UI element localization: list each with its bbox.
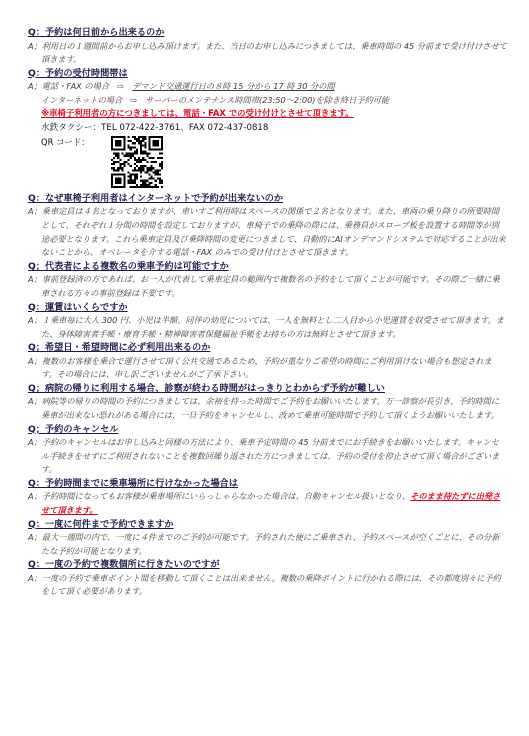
faq-item-wheelchair	[28, 192, 507, 260]
faq-item-preferred-time	[28, 341, 507, 382]
wheelchair-note: ※車椅子利用者の方につきましては、電話・FAX での受け付けとさせて頂きます。	[41, 108, 354, 119]
faq-question: Q：予約時間までに乗車場所に行けなかった場合は	[28, 477, 238, 489]
faq-answer-text: A；予約時間になってもお客様が乗車場所にいらっしゃらなかった場合は、自動キャンセル扱いとなり、	[28, 491, 411, 502]
faq-answer: A；利用日の１週間前からお申し込み頂けます。また、当日のお申し込みにつきましては、乗車時間の 45 分前まで受け付けさせて頂きます。	[28, 40, 507, 65]
faq-question: Q：予約の受付時間帯は	[28, 67, 128, 79]
faq-answer: A；１乗車毎に大人 300 円、小児は半額、同伴の幼児については、一人を無料とし二人目から小児運賃を収受させて頂きます。また、身体障害者手帳・療育手帳・精神障害者保健福祉手帳をお持ちの方は無料とさせて頂きます。	[28, 315, 504, 339]
reception-phone-fax	[28, 80, 507, 94]
faq-question: Q：予約は何日前から出来るのか	[28, 27, 165, 38]
faq-item-no-show	[28, 477, 507, 518]
faq-answer: A；複数のお客様を乗合で運行させて頂く公共交通であるため、予約が重なりご希望の時間にご利用頂けない場合も想定されます。その場合には、申し訳ございませんがご了承下さい。	[28, 355, 492, 380]
faq-question: Q；病院の帰りに利用する場合、診察が終わる時間がはっきりとわからず予約が難しい	[28, 382, 385, 394]
faq-item-reception-hours	[28, 67, 507, 192]
reception-internet: インターネットの場合 ⇨ サーバーのメンテナンス時間帯(23:50～2:00)を除き終日予約可能	[41, 94, 390, 105]
faq-answer: A；予約のキャンセルはお申し込みと同様の方法により、乗車予定時間の 45 分前までにお手続きをお願いいたします。キャンセル手続きをせずにご利用されないことを複数回繰り返された方につきましては、予約の受付を停止させて頂く場合がございます。	[28, 437, 500, 475]
faq-item-group-booking	[28, 260, 507, 301]
faq-question: Q：なぜ車椅子利用者はインターネットで予約が出来ないのか	[28, 192, 284, 204]
reception-phone-fax-prefix: A；電話・FAX の場合 ⇨	[28, 81, 133, 92]
faq-item-advance-booking	[28, 26, 507, 67]
faq-question: Q；予約のキャンセル	[28, 423, 119, 435]
faq-item-hospital-return	[28, 382, 507, 423]
faq-item-booking-limit	[28, 518, 507, 559]
faq-answer	[28, 490, 507, 517]
faq-question: Q；希望日・希望時間に必ず利用出来るのか	[28, 342, 211, 354]
faq-item-fare	[28, 301, 507, 342]
qr-code-image[interactable]	[111, 136, 163, 188]
faq-answer: A；最大一週間の内で、一度に４件までのご予約が可能です。予約された便にご乗車され、予約スペースが空くごとに、その分新たな予約が可能となります。	[28, 532, 500, 556]
faq-question: Q：運賃はいくらですか	[28, 301, 128, 313]
faq-item-multiple-destinations	[28, 558, 507, 599]
faq-answer: A；乗車定員は４名となっておりますが、車いすご利用時はスペースの関係で２名となります。また、車両の乗り降りの所要時間として、それぞれ１分間の時間を設定しておりますが、車椅子での乗降の際には、乗務員がスロープ板を設置する時間等が別途必要となります。これら乗車定員及び乗降時間の変更につきまして、自動的にAIオンデマンドシステムで対応することが出来ないことから、オペレータを介する電話・FAX のみでの受け付けとさせて頂きます。	[28, 206, 506, 258]
reception-phone-fax-hours: デマンド交通運行日の８時 15 分から 17 時 30 分の間	[132, 81, 335, 92]
faq-question: Q：一度に何件まで予約できますか	[28, 518, 174, 530]
operator-contact: 水鉄タクシー：TEL 072-422-3761、FAX 072-437-0818	[41, 122, 269, 133]
faq-answer: A；事前登録済の方であれば、お一人が代表して乗車定員の範囲内で複数名の予約をして頂くことが可能です。その際ご一緒に乗車される方々の事前登録は不要です。	[28, 274, 500, 298]
faq-answer: A；一度の予約で乗車ポイント間を移動して頂くことは出来ません。複数の乗降ポイントに行かれる際には、その都度別々に予約をして頂く必要があります。	[28, 572, 501, 597]
qr-code-row	[28, 136, 507, 192]
faq-question: Q：一度の予約で複数個所に行きたいのですが	[28, 559, 220, 571]
qr-code-label: QR コード：	[41, 136, 90, 147]
faq-question: Q；代表者による複数名の乗車予約は可能ですか	[28, 260, 229, 272]
faq-answer: A；病院等の帰りの時間の予約につきましては、余裕を持った時間でご予約をお願いいたします。万一診察が長引き、予約時間に乗車が出来ない恐れがある場合には、一旦予約をキャンセルし、改めて乗車可能時間で予約して頂くようお願いいたします。	[28, 396, 500, 420]
faq-answer-emphasis: そのまま待たずに出発させて頂きます。	[41, 491, 501, 515]
faq-item-cancellation	[28, 423, 507, 477]
